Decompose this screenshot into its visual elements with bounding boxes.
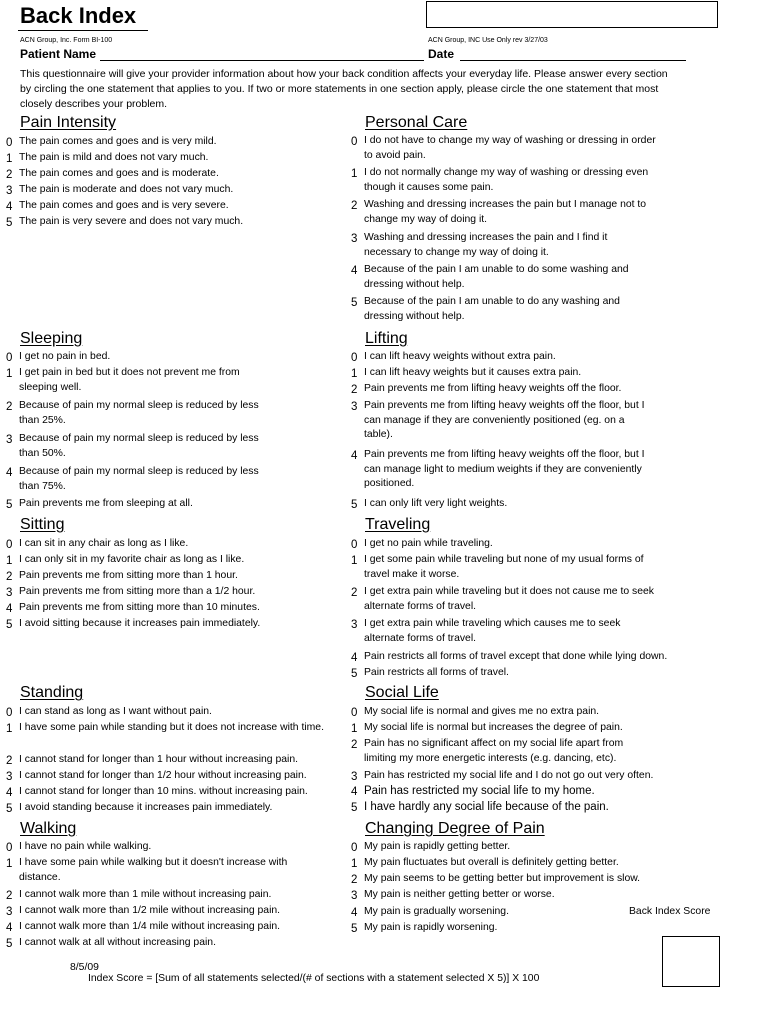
statement-text: My pain is neither getting better or worse.: [364, 889, 555, 900]
statement-number: 0: [6, 707, 13, 719]
statement-number: 0: [6, 539, 13, 551]
statement-text: I get pain in bed but it does not prevent me from sleeping well.: [19, 367, 240, 393]
statement-number: 4: [6, 922, 13, 934]
statement-text: Pain prevents me from lifting heavy weights off the floor.: [364, 383, 622, 394]
section-heading-pain-intensity: Pain Intensity: [20, 114, 117, 131]
statement-number: 1: [6, 153, 13, 165]
statement-number: 1: [6, 555, 13, 567]
statement-number: 4: [6, 201, 13, 213]
date-field[interactable]: [460, 60, 686, 61]
statement-text: Because of the pain I am unable to do some washing and dressing without help.: [364, 264, 629, 290]
statement-number: 3: [351, 619, 358, 631]
statement-number: 4: [6, 603, 13, 615]
statement-text: Pain prevents me from sitting more than 1 hour.: [19, 570, 238, 581]
statement-text: I cannot walk more than 1/4 mile without increasing pain.: [19, 921, 281, 932]
section-heading-walking: Walking: [20, 820, 77, 837]
statement-text: I get extra pain while traveling but it does not cause me to seek alternate forms of travel.: [364, 586, 654, 612]
statement-number: 3: [6, 434, 13, 446]
statement-number: 1: [6, 368, 13, 380]
statement-number: 0: [6, 137, 13, 149]
statement-text: My social life is normal and gives me no extra pain.: [364, 706, 600, 717]
statement-number: 3: [6, 587, 13, 599]
section-heading-changing-degree: Changing Degree of Pain: [365, 820, 545, 837]
statement-text: Pain restricts all forms of travel except that done while lying down.: [364, 651, 668, 662]
statement-text: Pain has no significant affect on my social life apart from limiting my more energetic interests (e.g. dancing, etc).: [364, 738, 624, 764]
statement-text: I can only lift very light weights.: [364, 498, 508, 509]
statement-number: 0: [351, 352, 358, 364]
statement-text: My social life is normal but increases the degree of pain.: [364, 722, 623, 733]
statement-text: I cannot stand for longer than 1/2 hour without increasing pain.: [19, 770, 307, 781]
statement-number: 5: [6, 217, 13, 229]
patient-name-label: Patient Name: [20, 47, 97, 61]
statement-text: Because of pain my normal sleep is reduced by less than 75%.: [19, 466, 259, 492]
statement-text: The pain comes and goes and is very mild.: [19, 136, 217, 147]
statement-number: 0: [6, 352, 13, 364]
statement-text: Washing and dressing increases the pain and I find it necessary to change my way of doing it.: [364, 232, 608, 258]
section-heading-sleeping: Sleeping: [20, 330, 83, 347]
statement-text: My pain seems to be getting better but improvement is slow.: [364, 873, 641, 884]
statement-number: 2: [6, 169, 13, 181]
statement-text: Because of pain my normal sleep is reduced by less than 25%.: [19, 400, 259, 426]
section-heading-sitting: Sitting: [20, 516, 65, 533]
statement-text: I can sit in any chair as long as I like.: [19, 538, 189, 549]
statement-number: 2: [6, 890, 13, 902]
statement-number: 1: [6, 858, 13, 870]
back-index-score-box[interactable]: [662, 936, 720, 987]
statement-number: 1: [351, 858, 358, 870]
statement-number: 3: [6, 771, 13, 783]
statement-number: 0: [351, 136, 358, 148]
statement-number: 5: [351, 668, 358, 680]
statement-number: 3: [6, 185, 13, 197]
statement-text: I cannot walk more than 1 mile without increasing pain.: [19, 889, 272, 900]
index-score-formula: Index Score = [Sum of all statements selected/(# of sections with a statement selected X 5)] X 100: [88, 973, 540, 984]
statement-text: I do not have to change my way of washing or dressing in order to avoid pain.: [364, 135, 656, 161]
section-heading-lifting: Lifting: [365, 330, 408, 347]
statement-text: I have hardly any social life because of the pain.: [364, 801, 609, 813]
statement-number: 4: [351, 907, 358, 919]
statement-text: Pain has restricted my social life and I do not go out very often.: [364, 770, 654, 781]
statement-number: 2: [351, 874, 358, 886]
statement-text: I can only sit in my favorite chair as long as I like.: [19, 554, 245, 565]
statement-number: 1: [351, 555, 358, 567]
statement-number: 0: [6, 842, 13, 854]
statement-text: I can lift heavy weights but it causes extra pain.: [364, 367, 582, 378]
statement-number: 0: [351, 842, 358, 854]
statement-text: I have some pain while standing but it does not increase with time.: [19, 722, 324, 733]
statement-text: Pain prevents me from sleeping at all.: [19, 498, 193, 509]
statement-text: I have some pain while walking but it doesn't increase with distance.: [19, 857, 288, 883]
date-label: Date: [428, 47, 455, 61]
statement-text: I can stand as long as I want without pain.: [19, 706, 212, 717]
page-title: Back Index: [20, 3, 137, 28]
patient-name-field[interactable]: [100, 60, 424, 61]
statement-number: 5: [6, 619, 13, 631]
statement-text: I do not normally change my way of washing or dressing even though it causes some pain.: [364, 167, 649, 193]
statement-number: 5: [351, 297, 358, 309]
office-use-box[interactable]: [426, 1, 718, 28]
statement-text: Pain prevents me from lifting heavy weights off the floor, but I can manage light to medium weights if they are conveniently positioned.: [364, 449, 645, 489]
section-heading-social-life: Social Life: [365, 684, 439, 701]
statement-text: I cannot stand for longer than 1 hour without increasing pain.: [19, 754, 298, 765]
title-underline: [18, 30, 148, 31]
statement-number: 4: [351, 786, 358, 798]
statement-text: My pain is rapidly worsening.: [364, 922, 498, 933]
statement-text: My pain is rapidly getting better.: [364, 841, 511, 852]
office-use-note: ACN Group, INC Use Only rev 3/27/03: [428, 37, 548, 44]
statement-number: 2: [6, 401, 13, 413]
statement-number: 2: [351, 200, 358, 212]
section-heading-standing: Standing: [20, 684, 84, 701]
statement-text: The pain is moderate and does not vary much.: [19, 184, 234, 195]
statement-number: 1: [351, 723, 358, 735]
form-number: ACN Group, Inc. Form BI-100: [20, 37, 113, 44]
statement-text: Pain has restricted my social life to my home.: [364, 785, 595, 797]
statement-number: 5: [351, 802, 358, 814]
statement-number: 2: [351, 739, 358, 751]
statement-number: 5: [351, 923, 358, 935]
statement-text: I get extra pain while traveling which causes me to seek alternate forms of travel.: [364, 618, 621, 644]
statement-text: My pain fluctuates but overall is definitely getting better.: [364, 857, 619, 868]
statement-number: 2: [351, 384, 358, 396]
statement-text: Because of the pain I am unable to do any washing and dressing without help.: [364, 296, 620, 322]
statement-text: The pain comes and goes and is very severe.: [19, 200, 229, 211]
statement-number: 4: [351, 652, 358, 664]
statement-text: Pain prevents me from lifting heavy weights off the floor, but I can manage if they are conveniently positioned (eg. on a table).: [364, 400, 645, 440]
statement-text: My pain is gradually worsening.: [364, 906, 509, 917]
statement-number: 2: [351, 587, 358, 599]
statement-text: Pain prevents me from sitting more than a 1/2 hour.: [19, 586, 256, 597]
statement-text: The pain comes and goes and is moderate.: [19, 168, 219, 179]
statement-number: 4: [6, 467, 13, 479]
statement-text: Washing and dressing increases the pain but I manage not to change my way of doing it.: [364, 199, 647, 225]
statement-number: 2: [6, 755, 13, 767]
statement-number: 5: [6, 499, 13, 511]
statement-text: The pain is very severe and does not vary much.: [19, 216, 244, 227]
footer-date: 8/5/09: [70, 962, 99, 973]
statement-number: 1: [351, 368, 358, 380]
statement-text: I avoid sitting because it increases pain immediately.: [19, 618, 261, 629]
statement-text: I cannot stand for longer than 10 mins. without increasing pain.: [19, 786, 308, 797]
statement-number: 1: [351, 168, 358, 180]
statement-number: 1: [6, 723, 13, 735]
statement-number: 3: [351, 771, 358, 783]
statement-number: 5: [6, 803, 13, 815]
section-heading-personal-care: Personal Care: [365, 114, 468, 131]
statement-number: 3: [351, 233, 358, 245]
statement-text: I get no pain in bed.: [19, 351, 111, 362]
statement-number: 4: [351, 450, 358, 462]
statement-text: I cannot walk at all without increasing pain.: [19, 937, 216, 948]
statement-number: 3: [351, 890, 358, 902]
instructions: This questionnaire will give your provider information about how your back condition affects your everyday life. Please answer every section by circling the one statement that applies to you. If two or more statements in one section apply, please circle the one statement that most closely describes your problem.: [20, 68, 668, 110]
statement-number: 3: [6, 906, 13, 918]
statement-number: 5: [351, 499, 358, 511]
statement-text: Pain restricts all forms of travel.: [364, 667, 509, 678]
statement-number: 4: [6, 787, 13, 799]
statement-text: Pain prevents me from sitting more than 10 minutes.: [19, 602, 260, 613]
statement-number: 2: [6, 571, 13, 583]
statement-text: I avoid standing because it increases pain immediately.: [19, 802, 273, 813]
statement-number: 4: [351, 265, 358, 277]
statement-number: 3: [351, 401, 358, 413]
statement-number: 0: [351, 707, 358, 719]
statement-text: I get no pain while traveling.: [364, 538, 493, 549]
statement-text: I get some pain while traveling but none of my usual forms of travel make it worse.: [364, 554, 644, 580]
statement-text: I can lift heavy weights without extra pain.: [364, 351, 556, 362]
statement-text: Because of pain my normal sleep is reduced by less than 50%.: [19, 433, 259, 459]
statement-text: I have no pain while walking.: [19, 841, 152, 852]
section-heading-traveling: Traveling: [365, 516, 431, 533]
statement-text: I cannot walk more than 1/2 mile without increasing pain.: [19, 905, 281, 916]
statement-number: 0: [351, 539, 358, 551]
statement-number: 5: [6, 938, 13, 950]
statement-text: The pain is mild and does not vary much.: [19, 152, 209, 163]
back-index-score-label: Back Index Score: [629, 906, 711, 917]
